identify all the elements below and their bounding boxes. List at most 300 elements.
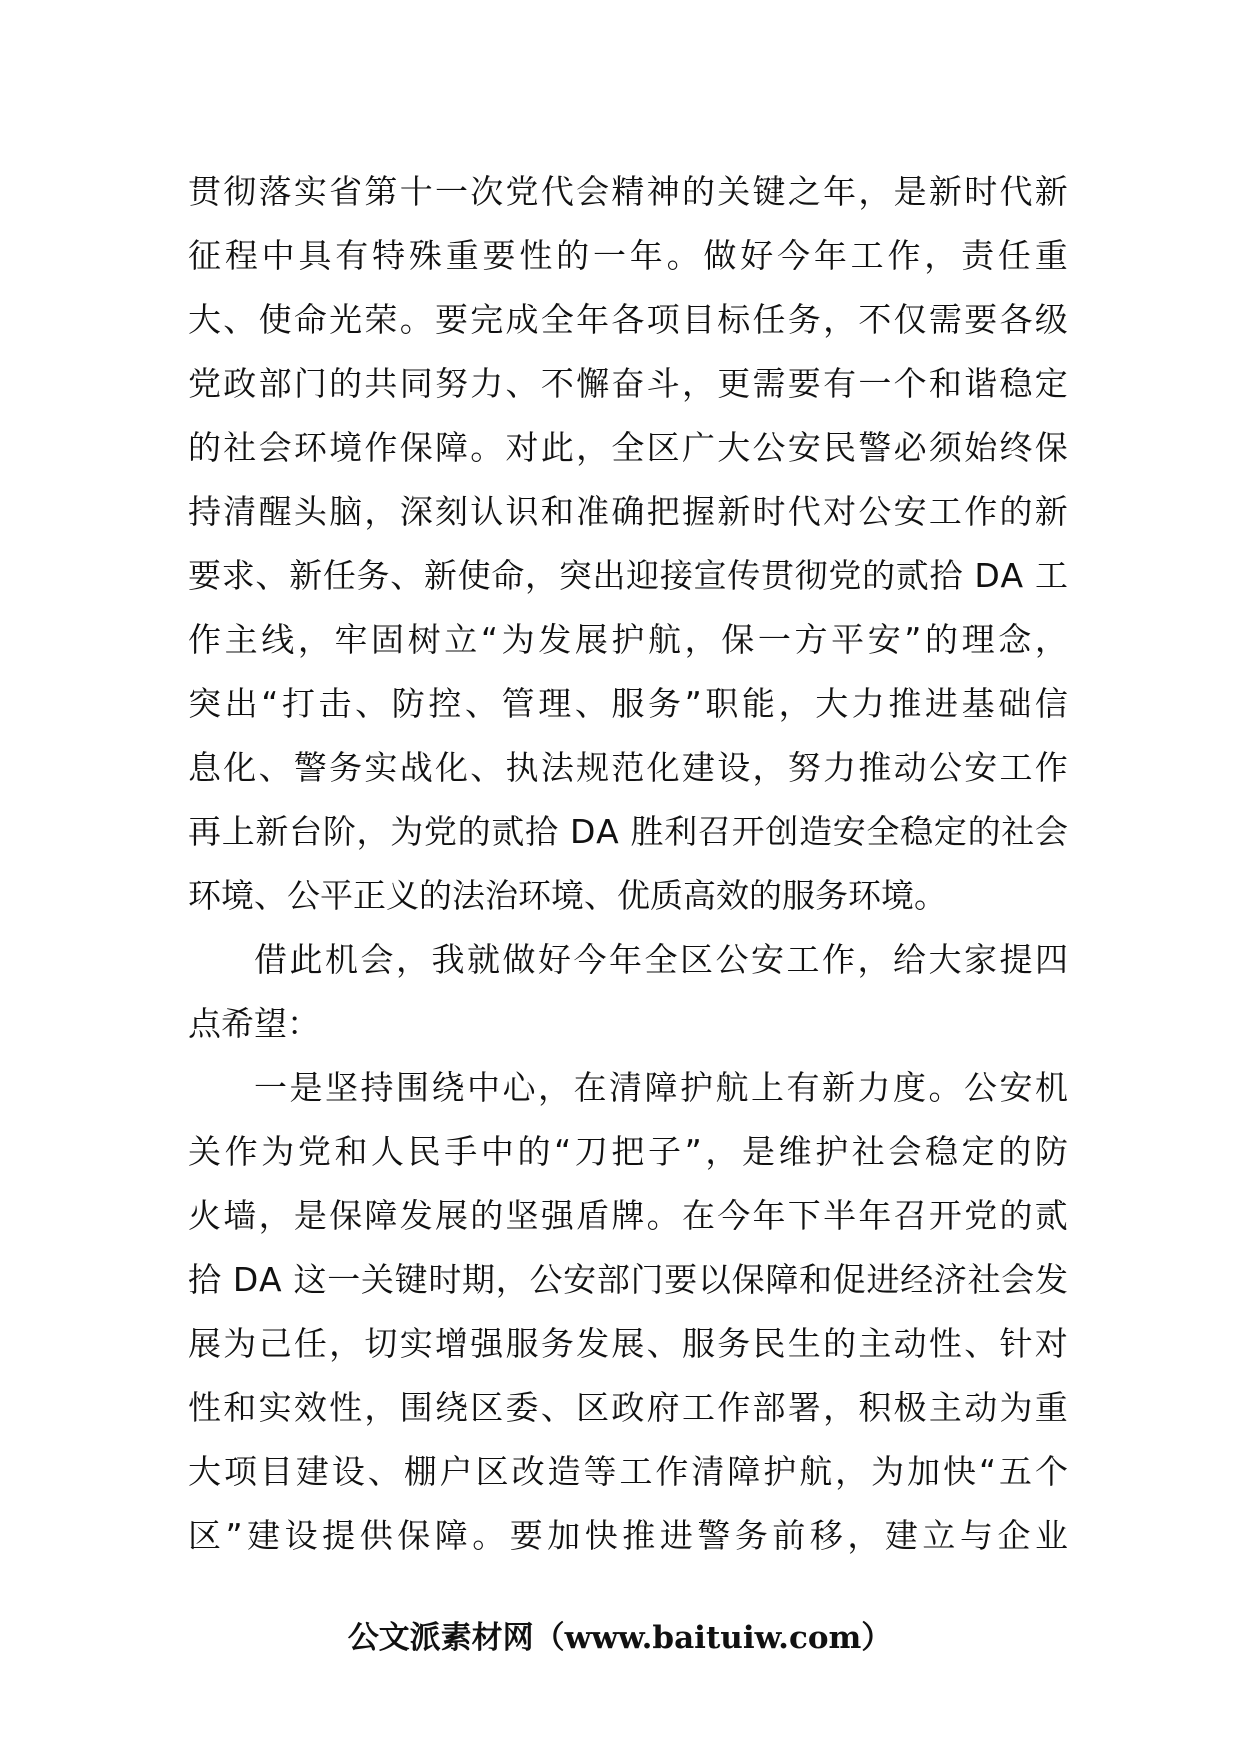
text-char: 各: [611, 300, 645, 339]
text-char: 广: [681, 428, 715, 467]
text-char: 作: [964, 492, 998, 531]
text-char: 为: [261, 1132, 295, 1171]
text-char: 醒: [258, 492, 292, 531]
text-char: 级: [1034, 300, 1068, 339]
text-char: 传: [727, 556, 761, 595]
text-char: 中: [480, 1132, 514, 1171]
text-char: 党: [188, 364, 221, 403]
text-char: 范: [611, 748, 645, 787]
text-char: 区: [646, 428, 680, 467]
text-char: 促: [832, 1260, 866, 1299]
text-char: 新: [717, 492, 751, 531]
text-char: 今: [777, 236, 810, 275]
text-char: 大: [188, 300, 221, 339]
text-char: 、: [223, 300, 257, 339]
text-char: “: [261, 684, 279, 723]
text-char: 化: [223, 748, 257, 787]
text-char: 实: [364, 748, 398, 787]
text-char: 五: [999, 1452, 1033, 1491]
text-char: 定: [1034, 364, 1068, 403]
text-char: 下: [787, 1196, 821, 1235]
text-char: 牢: [334, 620, 368, 659]
text-char: 共: [364, 364, 398, 403]
text-char: 时: [964, 172, 998, 211]
text-char: 全: [540, 300, 574, 339]
text-char: ，: [495, 1260, 529, 1299]
text-char: 全: [611, 428, 645, 467]
text-char: 保: [329, 1196, 363, 1235]
text-char: 完: [470, 300, 504, 339]
text-char: 加: [907, 1452, 941, 1491]
text-char: 握: [681, 492, 715, 531]
text-char: 利: [664, 812, 698, 851]
text-char: 、: [964, 1324, 998, 1363]
text-char: 的: [681, 172, 715, 211]
text-char: 安: [964, 748, 998, 787]
text-char: 心: [502, 1068, 536, 1107]
text-char: 在: [573, 1068, 607, 1107]
text-char: 牌: [611, 1196, 645, 1235]
text-char: 坚: [325, 1068, 358, 1107]
text-char: 保: [399, 428, 433, 467]
text-line: [188, 544, 1068, 608]
text-char: 力: [470, 364, 504, 403]
text-char: 新: [255, 812, 289, 851]
text-char: 工: [928, 492, 962, 531]
text-char: 会: [576, 172, 610, 211]
text-char: 提: [999, 940, 1033, 979]
text-char: 力: [823, 748, 857, 787]
text-char: 责: [961, 236, 995, 275]
text-char: ，: [258, 1196, 292, 1235]
text-line-content: 环境、公平正义的法治环境、优质高效的服务环境。: [188, 876, 947, 915]
text-char: 成: [505, 300, 539, 339]
text-char: 任: [293, 1324, 327, 1363]
text-char: 的: [999, 1196, 1033, 1235]
text-char: 立: [922, 1516, 956, 1555]
text-char: 好: [740, 236, 774, 275]
text-char: 控: [428, 684, 462, 723]
text-char: 清: [609, 1068, 642, 1107]
text-line: [188, 864, 1068, 928]
text-char: ，: [847, 1516, 881, 1555]
text-char: 一: [327, 1260, 361, 1299]
text-char: 民: [823, 428, 857, 467]
text-char: 极: [893, 1388, 927, 1427]
text-char: 的: [188, 428, 221, 467]
text-char: 全: [866, 812, 900, 851]
text-char: 征: [188, 236, 221, 275]
text-char: 年: [629, 236, 663, 275]
text-char: A: [259, 1260, 282, 1299]
text-char: 精: [611, 172, 645, 211]
text-char: 四: [1035, 940, 1068, 979]
text-char: 绕: [434, 1388, 468, 1427]
text-char: 棚: [403, 1452, 437, 1491]
text-char: 新: [1034, 492, 1068, 531]
text-char: ，: [396, 940, 429, 979]
text-char: “: [554, 1132, 572, 1171]
text-char: 航: [799, 1452, 833, 1491]
text-char: 工: [999, 748, 1033, 787]
text-char: ，: [538, 1068, 571, 1107]
text-char: 持: [188, 492, 221, 531]
text-char: 防: [1034, 1132, 1068, 1171]
text-char: 刀: [574, 1132, 608, 1171]
text-char: 识: [505, 492, 539, 531]
text-char: 中: [467, 1068, 500, 1107]
text-char: 公: [752, 428, 786, 467]
text-char: 今: [717, 1196, 751, 1235]
text-char: 会: [360, 940, 394, 979]
text-line: [188, 992, 1068, 1056]
text-char: 键: [394, 1260, 428, 1299]
text-char: 对: [1034, 1324, 1068, 1363]
text-char: 机: [1035, 1068, 1068, 1107]
text-char: 作: [655, 1452, 689, 1491]
text-char: ，: [297, 620, 331, 659]
text-char: 、: [258, 748, 292, 787]
text-char: 贯: [760, 556, 794, 595]
text-char: 创: [765, 812, 799, 851]
text-char: 宣: [693, 556, 727, 595]
text-char: 期: [462, 1260, 496, 1299]
text-char: 拾: [929, 556, 963, 595]
text-char: 为: [223, 1324, 257, 1363]
text-char: 性: [329, 1388, 363, 1427]
text-char: 大: [928, 940, 962, 979]
text-char: ”: [684, 1132, 702, 1171]
text-char: 围: [399, 1388, 433, 1427]
text-char: 政: [611, 1388, 645, 1427]
text-char: 固: [371, 620, 405, 659]
text-char: 脑: [329, 492, 363, 531]
text-char: 的: [457, 812, 491, 851]
text-char: 刻: [434, 492, 468, 531]
text-char: 署: [787, 1388, 821, 1427]
text-char: 护: [611, 620, 645, 659]
text-char: 建: [247, 1516, 281, 1555]
text-char: 务: [540, 1324, 574, 1363]
text-char: 保: [397, 1516, 431, 1555]
text-char: 公: [928, 748, 962, 787]
text-char: 社: [967, 1260, 1001, 1299]
text-char: 部: [596, 1260, 630, 1299]
text-char: ，: [576, 428, 610, 467]
text-line: [188, 1056, 1068, 1120]
text-char: 部: [258, 364, 292, 403]
text-char: ”: [225, 1516, 243, 1555]
text-char: 工: [619, 1452, 653, 1491]
text-char: 把: [611, 1132, 645, 1171]
text-char: 清: [691, 1452, 725, 1491]
text-char: 提: [322, 1516, 356, 1555]
text-char: 和: [799, 1260, 833, 1299]
text-char: 接: [659, 556, 693, 595]
text-char: 命: [491, 556, 525, 595]
text-char: 彻: [223, 172, 257, 211]
text-char: “: [978, 1452, 997, 1491]
text-char: 、: [367, 1452, 401, 1491]
text-char: ，: [364, 492, 398, 531]
text-char: 实: [399, 1324, 433, 1363]
text-char: 区: [188, 1516, 221, 1555]
text-char: 做: [502, 940, 536, 979]
text-char: 项: [646, 300, 680, 339]
text-char: 供: [359, 1516, 393, 1555]
text-char: 保: [1034, 428, 1068, 467]
text-char: 同: [399, 364, 433, 403]
text-char: 民: [752, 1324, 786, 1363]
text-char: 光: [329, 300, 363, 339]
text-char: 召: [893, 1196, 927, 1235]
text-char: 需: [752, 364, 786, 403]
text-char: 确: [611, 492, 645, 531]
text-char: 动: [893, 1324, 927, 1363]
text-char: 必: [893, 428, 927, 467]
text-char: 荣: [364, 300, 398, 339]
text-char: 一: [254, 1068, 287, 1107]
text-char: 全: [644, 940, 678, 979]
text-char: 执: [505, 748, 539, 787]
text-char: 作: [717, 1388, 751, 1427]
text-char: 建: [884, 1516, 918, 1555]
text-char: 展: [611, 1324, 645, 1363]
text-char: 动: [893, 748, 927, 787]
text-line: [188, 480, 1068, 544]
text-char: 作: [188, 620, 221, 659]
text-char: ，: [705, 1132, 739, 1171]
text-char: 企: [997, 1516, 1031, 1555]
text-char: 门: [293, 364, 327, 403]
text-char: ，: [857, 940, 891, 979]
text-char: 始: [964, 428, 998, 467]
text-char: 社: [223, 428, 257, 467]
text-line: [188, 608, 1068, 672]
text-line: [188, 288, 1068, 352]
text-line: [188, 416, 1068, 480]
text-char: 重: [1034, 1388, 1068, 1427]
text-char: 性: [188, 1388, 221, 1427]
text-char: 要: [188, 556, 221, 595]
text-char: 贰: [491, 812, 525, 851]
text-char: ，: [858, 172, 892, 211]
text-char: 生: [787, 1324, 821, 1363]
text-char: 这: [293, 1260, 327, 1299]
text-char: 的: [967, 812, 1001, 851]
text-char: 子: [648, 1132, 682, 1171]
text-char: 立: [444, 620, 478, 659]
text-char: 门: [630, 1260, 664, 1299]
text-line: [188, 1120, 1068, 1184]
text-char: 阶: [322, 812, 356, 851]
text-char: 障: [727, 1452, 761, 1491]
text-char: ，: [356, 812, 390, 851]
text-char: 改: [511, 1452, 545, 1491]
text-char: 航: [715, 1068, 749, 1107]
text-line: [188, 736, 1068, 800]
text-char: 火: [188, 1196, 221, 1235]
text-char: 开: [928, 1196, 962, 1235]
text-char: 年: [813, 236, 847, 275]
text-char: 航: [648, 620, 682, 659]
text-char: 的: [556, 236, 590, 275]
text-char: 手: [444, 1132, 478, 1171]
text-char: 的: [998, 1132, 1032, 1171]
text-char: [963, 544, 974, 608]
text-char: 努: [787, 748, 821, 787]
text-char: 能: [741, 684, 775, 723]
text-char: 是: [293, 1196, 327, 1235]
text-char: 党: [964, 1196, 998, 1235]
text-char: 墙: [223, 1196, 257, 1235]
text-char: 、: [505, 364, 539, 403]
text-char: 公: [529, 1260, 563, 1299]
text-char: 作: [887, 236, 921, 275]
text-char: 次: [470, 172, 504, 211]
text-char: 会: [258, 428, 292, 467]
text-char: 等: [583, 1452, 617, 1491]
text-char: 服: [681, 1324, 715, 1363]
text-char: 任: [752, 300, 786, 339]
text-char: 委: [505, 1388, 539, 1427]
text-char: 代: [540, 172, 574, 211]
text-char: 和: [540, 492, 574, 531]
text-char: 党: [297, 1132, 331, 1171]
text-char: 。: [666, 236, 700, 275]
text-char: 台: [289, 812, 323, 851]
text-char: 、: [646, 1324, 680, 1363]
text-char: ，: [684, 620, 718, 659]
text-line: [188, 928, 1068, 992]
text-char: 护: [680, 1068, 713, 1107]
text-char: 项: [223, 1452, 257, 1491]
text-char: 为: [390, 812, 424, 851]
text-char: 前: [772, 1516, 806, 1555]
text-char: 重: [1034, 236, 1068, 275]
text-char: 新: [1034, 172, 1068, 211]
text-char: 民: [407, 1132, 441, 1171]
text-char: 再: [188, 812, 221, 851]
text-char: 安: [999, 1068, 1033, 1107]
text-char: 拾: [525, 812, 559, 851]
text-char: 在: [681, 1196, 715, 1235]
text-char: 发: [538, 620, 572, 659]
text-char: ，: [1034, 620, 1068, 659]
text-char: ，: [364, 1388, 398, 1427]
text-char: 建: [295, 1452, 329, 1491]
text-char: 会: [888, 1132, 922, 1171]
text-line: [188, 672, 1068, 736]
text-char: 方: [794, 620, 828, 659]
text-char: 大: [188, 1452, 221, 1491]
text-char: 建: [681, 748, 715, 787]
text-char: 个: [1034, 1452, 1068, 1491]
text-line: [188, 1440, 1068, 1504]
text-char: 认: [470, 492, 504, 531]
text-char: ，: [823, 300, 857, 339]
text-char: 护: [815, 1132, 849, 1171]
text-char: 借: [254, 940, 287, 979]
text-char: “: [480, 620, 498, 659]
text-char: 一: [757, 620, 791, 659]
text-line: [188, 800, 1068, 864]
text-char: 和: [334, 1132, 368, 1171]
text-char: 强: [470, 1324, 504, 1363]
text-char: 防: [391, 684, 425, 723]
text-char: 有: [823, 364, 857, 403]
text-char: 快: [584, 1516, 618, 1555]
text-char: 维: [778, 1132, 812, 1171]
text-char: 障: [434, 428, 468, 467]
text-char: 障: [434, 1516, 468, 1555]
text-char: 时: [752, 492, 786, 531]
text-char: 开: [731, 812, 765, 851]
text-char: 的: [999, 492, 1033, 531]
text-char: 保: [731, 1260, 765, 1299]
text-line: [188, 1248, 1068, 1312]
text-char: 护: [763, 1452, 797, 1491]
text-char: 发: [1034, 1260, 1068, 1299]
text-char: 础: [998, 684, 1032, 723]
text-char: 会: [1034, 812, 1068, 851]
text-char: 法: [540, 748, 574, 787]
text-char: 胜: [630, 812, 664, 851]
text-char: 半: [823, 1196, 857, 1235]
text-char: 以: [697, 1260, 731, 1299]
text-char: 安: [751, 940, 784, 979]
text-char: 关: [188, 1132, 221, 1171]
text-char: 具: [298, 236, 332, 275]
text-char: 强: [540, 1196, 574, 1235]
text-char: 、: [540, 1388, 574, 1427]
text-char: 府: [646, 1388, 680, 1427]
text-char: 管: [501, 684, 535, 723]
text-char: 经: [900, 1260, 934, 1299]
text-char: 和: [223, 1388, 257, 1427]
text-char: 化: [434, 748, 468, 787]
text-char: [559, 800, 570, 864]
text-char: 造: [547, 1452, 581, 1491]
text-char: 的: [517, 1132, 551, 1171]
text-char: 绕: [431, 1068, 465, 1107]
text-char: 推: [858, 748, 892, 787]
text-char: 拾: [188, 1260, 221, 1299]
text-char: 懈: [576, 364, 610, 403]
text-char: 。: [928, 1068, 962, 1107]
text-char: 代: [787, 492, 821, 531]
text-char: 第: [364, 172, 398, 211]
text-char: 大: [815, 684, 849, 723]
text-char: 发: [399, 1196, 433, 1235]
text-char: 会: [1001, 1260, 1035, 1299]
text-char: 业: [1034, 1516, 1068, 1555]
text-char: 服: [611, 684, 645, 723]
text-char: 定: [961, 1132, 995, 1171]
text-char: 环: [293, 428, 327, 467]
text-char: 的: [925, 620, 959, 659]
text-char: 彻: [794, 556, 828, 595]
text-char: 的: [329, 364, 363, 403]
text-char: 上: [751, 1068, 784, 1107]
text-char: 济: [933, 1260, 967, 1299]
text-char: 清: [223, 492, 257, 531]
footer-watermark: 公文派素材网（www.baituiw.com）: [347, 1620, 893, 1656]
text-char: 一: [858, 364, 892, 403]
text-char: 的: [823, 1324, 857, 1363]
text-char: 公: [858, 492, 892, 531]
text-char: ，: [681, 364, 715, 403]
